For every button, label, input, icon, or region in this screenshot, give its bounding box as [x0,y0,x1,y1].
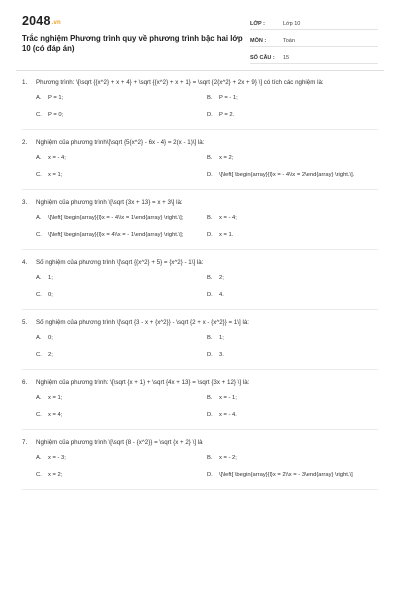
question-number: 5. [22,319,28,326]
option-text: P = - 1; [219,95,238,101]
answer-options [22,151,378,185]
question-text: Số nghiệm của phương trình \[\sqrt {{x^2} + 5} = {x^2} - 1\] là: [36,259,204,266]
answer-option[interactable] [207,108,378,122]
question-number: 1. [22,79,28,86]
answer-option[interactable] [36,451,207,465]
option-letter: C. [36,472,42,478]
meta-count-row [250,49,378,64]
option-text: P = 1; [48,95,64,101]
option-letter: D. [207,172,213,178]
answer-option[interactable] [36,271,207,285]
option-letter: D. [207,412,213,418]
option-text: x = - 4. [219,412,237,418]
question-text: Nghiệm của phương trình\[\sqrt {5{x^2} - 6x - 4} = 2(x - 1)\] là: [36,139,205,146]
option-text: x = - 2; [219,455,237,461]
answer-options [22,451,378,485]
option-text: \[\left[ \begin{array}{l}x = - 4\\x = 1\end{array} \right.\]; [48,215,184,221]
option-text: x = - 4; [219,215,237,221]
option-text: x = 1. [219,232,234,238]
question-separator [22,489,378,490]
option-text: P = 2. [219,112,235,118]
option-text: 2; [48,352,53,358]
question-number: 7. [22,439,28,446]
meta-subject-value: Toán [283,38,295,44]
option-text: 1; [219,335,224,341]
option-letter: C. [36,232,42,238]
answer-option[interactable] [36,391,207,405]
answer-option[interactable] [36,468,207,482]
option-letter: A. [36,215,42,221]
question-item [22,378,378,430]
answer-option[interactable] [36,348,207,362]
question-header [22,138,378,147]
option-text: x = - 3; [48,455,66,461]
answer-options [22,211,378,245]
logo-suffix: .vn [51,20,61,26]
answer-option[interactable] [207,408,378,422]
option-text: 4. [219,292,224,298]
question-header [22,198,378,207]
question-separator [22,309,378,310]
option-text: x = - 4; [48,155,66,161]
question-item [22,138,378,190]
answer-option[interactable] [36,408,207,422]
option-text: x = 1; [48,395,63,401]
answer-option[interactable] [207,451,378,465]
option-letter: D. [207,292,213,298]
option-letter: A. [36,95,42,101]
option-text: x = 2; [48,472,63,478]
option-letter: C. [36,412,42,418]
answer-options [22,331,378,365]
option-letter: C. [36,292,42,298]
option-text: 3. [219,352,224,358]
option-text: P = 0; [48,112,64,118]
answer-option[interactable] [207,468,378,482]
answer-option[interactable] [36,331,207,345]
question-list [0,71,400,490]
option-text: x = - 1; [219,395,237,401]
option-letter: A. [36,395,42,401]
question-item [22,198,378,250]
answer-option[interactable] [207,151,378,165]
answer-options [22,91,378,125]
answer-option[interactable] [207,211,378,225]
question-header [22,258,378,267]
option-text: x = 1; [48,172,63,178]
option-text: \[\left[ \begin{array}{l}x = - 4\\x = 2\end{array} \right.\]. [219,172,355,178]
option-letter: B. [207,395,213,401]
answer-option[interactable] [36,211,207,225]
answer-option[interactable] [207,168,378,182]
question-text: Nghiệm của phương trình \[\sqrt {8 - {x^2}} = \sqrt {x + 2} \] là [36,439,203,446]
question-header [22,438,378,447]
meta-count-label: SỐ CÂU : [250,55,275,61]
option-text: 2; [219,275,224,281]
question-separator [22,129,378,130]
question-item [22,78,378,130]
answer-options [22,391,378,425]
question-header [22,318,378,327]
meta-class-value: Lớp 10 [283,21,301,27]
option-letter: D. [207,352,213,358]
option-letter: A. [36,275,42,281]
meta-class-row [250,15,378,30]
option-letter: D. [207,472,213,478]
option-text: x = 2; [219,155,234,161]
question-text: Nghiệm của phương trình: \[\sqrt {x + 1} + \sqrt {4x + 13} = \sqrt {3x + 12} \] là: [36,379,250,386]
answer-option[interactable] [207,391,378,405]
question-header [22,378,378,387]
answer-option[interactable] [36,151,207,165]
option-text: 1; [48,275,53,281]
answer-option[interactable] [207,91,378,105]
option-text: 0; [48,335,53,341]
answer-option[interactable] [207,271,378,285]
page-header [0,0,400,70]
option-letter: C. [36,172,42,178]
option-text: x = 4; [48,412,63,418]
option-letter: A. [36,335,42,341]
question-text: Nghiệm của phương trình \[\sqrt {3x + 13} = x + 3\] là: [36,199,183,206]
option-letter: A. [36,155,42,161]
question-number: 2. [22,139,28,146]
option-letter: B. [207,275,213,281]
question-text: Phương trình: \[\sqrt {{x^2} + x + 4} + \sqrt {{x^2} + x + 1} = \sqrt {2{x^2} + 2x + 9} \] có tích các nghiệm là: [36,79,324,86]
meta-count-value: 15 [283,55,290,61]
meta-class-label: LỚP : [250,21,265,27]
question-item [22,438,378,490]
option-letter: D. [207,112,213,118]
question-number: 6. [22,379,28,386]
option-letter: D. [207,232,213,238]
answer-option[interactable] [207,331,378,345]
option-letter: A. [36,455,42,461]
question-item [22,318,378,370]
option-letter: B. [207,155,213,161]
answer-option[interactable] [36,288,207,302]
question-number: 3. [22,199,28,206]
option-text: \[\left[ \begin{array}{l}x = 4\\x = - 1\end{array} \right.\]; [48,232,184,238]
document-title: Trắc nghiệm Phương trình quy về phương trình bậc hai lớp 10 (có đáp án) [22,34,243,53]
option-text: \[\left[ \begin{array}{l}x = 2\\x = - 3\end{array} \right.\] [219,472,353,478]
meta-box [250,15,378,66]
answer-option[interactable] [36,91,207,105]
answer-option[interactable] [36,228,207,242]
option-letter: B. [207,335,213,341]
question-separator [22,369,378,370]
option-letter: C. [36,352,42,358]
answer-option[interactable] [36,168,207,182]
question-separator [22,429,378,430]
answer-option[interactable] [36,108,207,122]
meta-subject-row [250,32,378,47]
question-item [22,258,378,310]
logo-text: 2048 [22,14,51,28]
option-letter: C. [36,112,42,118]
answer-option[interactable] [207,288,378,302]
question-header [22,78,378,87]
question-separator [22,249,378,250]
answer-option[interactable] [207,348,378,362]
meta-subject-label: MÔN : [250,38,267,44]
answer-options [22,271,378,305]
option-letter: B. [207,95,213,101]
option-letter: B. [207,455,213,461]
question-text: Số nghiệm của phương trình \[\sqrt {3 - x + {x^2}} - \sqrt {2 + x - {x^2}} = 1\] là: [36,319,249,326]
question-separator [22,189,378,190]
answer-option[interactable] [207,228,378,242]
question-number: 4. [22,259,28,266]
option-text: 0; [48,292,53,298]
option-letter: B. [207,215,213,221]
